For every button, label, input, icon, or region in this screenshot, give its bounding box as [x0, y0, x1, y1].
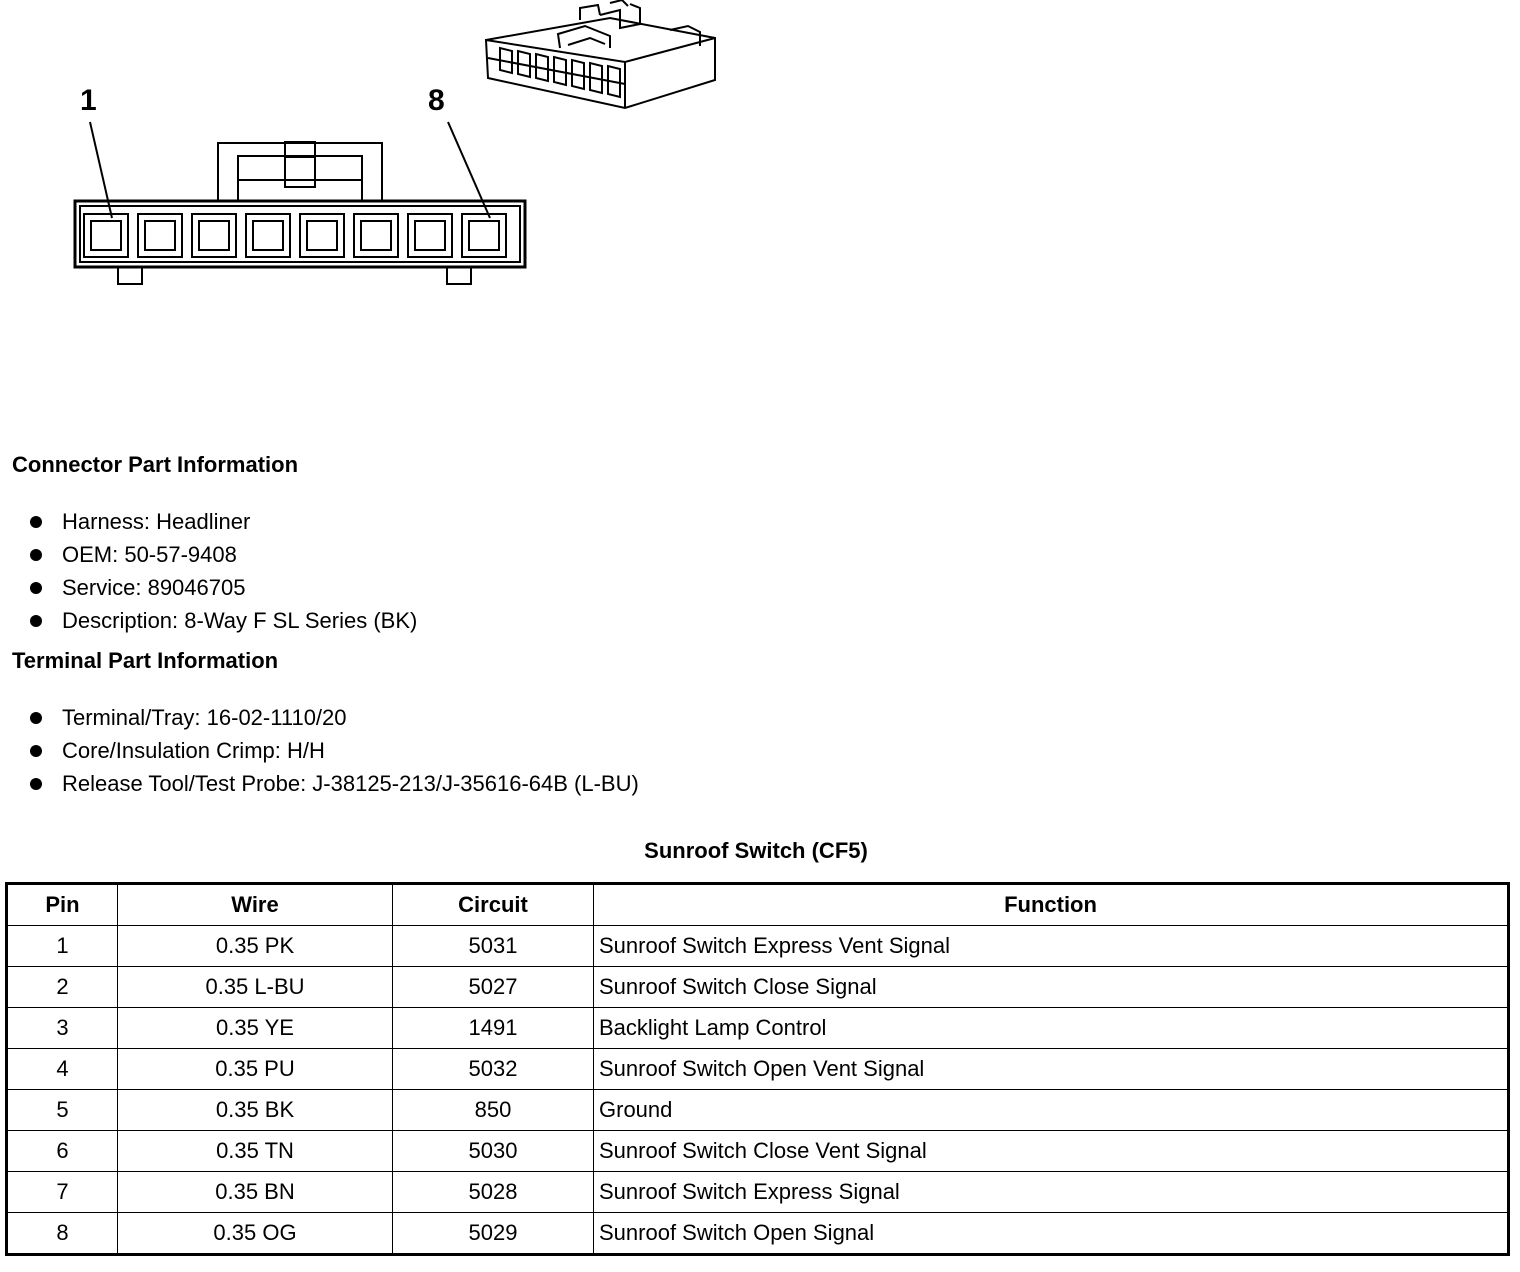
terminal-info-list — [28, 701, 639, 800]
cell-pin: 4 — [7, 1049, 118, 1090]
cell-circuit: 5027 — [393, 967, 594, 1008]
connector-3d-icon — [470, 0, 730, 115]
cell-pin: 6 — [7, 1131, 118, 1172]
pin-1-label: 1 — [80, 84, 97, 117]
list-item: Description: 8-Way F SL Series (BK) — [28, 604, 417, 637]
cell-wire: 0.35 BK — [118, 1090, 393, 1131]
connector-info-title: Connector Part Information — [12, 452, 299, 477]
list-item: OEM: 50-57-9408 — [28, 538, 417, 571]
header-circuit: Circuit — [393, 884, 594, 926]
connector-face-diagram — [60, 110, 540, 295]
header-function: Function — [594, 884, 1509, 926]
cell-function: Sunroof Switch Express Signal — [594, 1172, 1509, 1213]
table-header-row — [7, 884, 1509, 926]
cell-function: Sunroof Switch Open Vent Signal — [594, 1049, 1509, 1090]
cell-function: Sunroof Switch Open Signal — [594, 1213, 1509, 1255]
cell-pin: 3 — [7, 1008, 118, 1049]
header-wire: Wire — [118, 884, 393, 926]
table-row — [7, 967, 1509, 1008]
table-row — [7, 1213, 1509, 1255]
cell-circuit: 5029 — [393, 1213, 594, 1255]
terminal-info-title: Terminal Part Information — [12, 648, 279, 673]
cell-circuit: 5032 — [393, 1049, 594, 1090]
list-item: Harness: Headliner — [28, 505, 417, 538]
cell-function: Backlight Lamp Control — [594, 1008, 1509, 1049]
cell-circuit: 5028 — [393, 1172, 594, 1213]
cell-wire: 0.35 YE — [118, 1008, 393, 1049]
pin-8-label: 8 — [428, 84, 445, 117]
cell-wire: 0.35 PU — [118, 1049, 393, 1090]
cell-wire: 0.35 PK — [118, 926, 393, 967]
connector-info-list — [28, 505, 417, 637]
cell-circuit: 5030 — [393, 1131, 594, 1172]
list-item: Core/Insulation Crimp: H/H — [28, 734, 639, 767]
pinout-table — [5, 882, 1510, 1256]
cell-wire: 0.35 L-BU — [118, 967, 393, 1008]
header-pin: Pin — [7, 884, 118, 926]
cell-function: Ground — [594, 1090, 1509, 1131]
cell-circuit: 850 — [393, 1090, 594, 1131]
cell-wire: 0.35 OG — [118, 1213, 393, 1255]
table-row — [7, 1049, 1509, 1090]
table-row — [7, 926, 1509, 967]
cell-circuit: 5031 — [393, 926, 594, 967]
table-row — [7, 1131, 1509, 1172]
cell-function: Sunroof Switch Close Vent Signal — [594, 1131, 1509, 1172]
cell-pin: 2 — [7, 967, 118, 1008]
table-row — [7, 1172, 1509, 1213]
cell-pin: 5 — [7, 1090, 118, 1131]
cell-function: Sunroof Switch Close Signal — [594, 967, 1509, 1008]
cell-pin: 7 — [7, 1172, 118, 1213]
list-item: Release Tool/Test Probe: J-38125-213/J-35616-64B (L-BU) — [28, 767, 639, 800]
list-item: Terminal/Tray: 16-02-1110/20 — [28, 701, 639, 734]
cell-pin: 1 — [7, 926, 118, 967]
cell-circuit: 1491 — [393, 1008, 594, 1049]
table-row — [7, 1008, 1509, 1049]
cell-wire: 0.35 BN — [118, 1172, 393, 1213]
table-row — [7, 1090, 1509, 1131]
table-title: Sunroof Switch (CF5) — [644, 838, 868, 863]
list-item: Service: 89046705 — [28, 571, 417, 604]
cell-pin: 8 — [7, 1213, 118, 1255]
cell-wire: 0.35 TN — [118, 1131, 393, 1172]
cell-function: Sunroof Switch Express Vent Signal — [594, 926, 1509, 967]
